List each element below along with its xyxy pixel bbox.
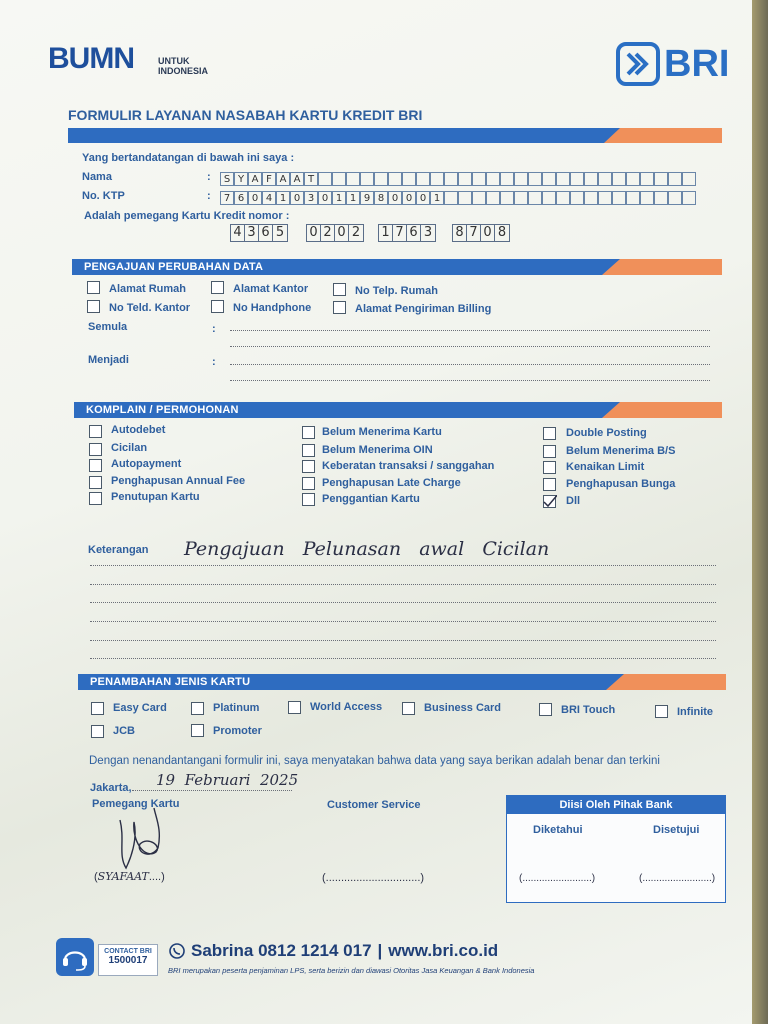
opt-promoter-label: Promoter — [213, 725, 262, 737]
ktp-char-box: 9 — [360, 191, 374, 205]
card-digit: 2 — [351, 225, 361, 240]
contact-label: CONTACT BRI — [104, 948, 152, 955]
website-link[interactable]: www.bri.co.id — [388, 941, 499, 960]
card-digit: 0 — [307, 225, 321, 241]
bank-box-header: Diisi Oleh Pihak Bank — [507, 796, 725, 814]
holder-name: SYAFAAT — [97, 870, 149, 883]
nama-char-box: F — [262, 172, 276, 186]
ktp-char-box: 3 — [304, 191, 318, 205]
ktp-char-box: 1 — [276, 191, 290, 205]
nama-input[interactable] — [220, 172, 696, 186]
place-label: Jakarta, — [90, 782, 132, 794]
menjadi-colon: : — [212, 356, 216, 368]
opt-easy-card-label: Easy Card — [113, 702, 167, 714]
declaration-text: Dengan nenandantangani formulir ini, saya menyatakan bahwa data yang saya berikan adalah benar dan terkini — [89, 755, 660, 767]
section-title-kartu: PENAMBAHAN JENIS KARTU — [90, 676, 251, 688]
nama-char-box: Y — [234, 172, 248, 186]
section-bar-komplain — [74, 402, 722, 418]
card-number-group — [378, 224, 436, 242]
ktp-char-box: 1 — [430, 191, 444, 205]
nama-char-box — [486, 172, 500, 186]
ktp-char-box: 0 — [318, 191, 332, 205]
semula-label: Semula — [88, 321, 128, 333]
opt-autopayment-label: Autopayment — [111, 458, 182, 470]
ktp-char-box: 0 — [290, 191, 304, 205]
nama-char-box — [612, 172, 626, 186]
card-digit: 1 — [379, 225, 393, 241]
ktp-char-box — [542, 191, 556, 205]
keterangan-line-5[interactable] — [90, 640, 716, 641]
card-digit: 6 — [407, 225, 421, 241]
opt-no-telp-rumah-checkbox[interactable] — [333, 283, 346, 296]
opt-no-teld-kantor-checkbox[interactable] — [87, 300, 100, 313]
opt-easy-card-checkbox[interactable] — [91, 702, 104, 715]
opt-no-handphone-checkbox[interactable] — [211, 300, 224, 313]
ktp-char-box — [626, 191, 640, 205]
keterangan-line-1[interactable] — [90, 565, 716, 566]
opt-platinum-checkbox[interactable] — [191, 702, 204, 715]
card-digit: 3 — [245, 225, 259, 241]
intro-text: Yang bertandatangan di bawah ini saya : — [82, 152, 295, 164]
nama-char-box — [402, 172, 416, 186]
nama-char-box: A — [248, 172, 262, 186]
ktp-char-box — [444, 191, 458, 205]
bumn-subtitle: UNTUK INDONESIA — [158, 56, 209, 76]
semula-colon: : — [212, 323, 216, 335]
ktp-char-box: 0 — [402, 191, 416, 205]
nama-char-box — [542, 172, 556, 186]
card-digit: 0 — [481, 225, 495, 241]
card-number-group — [452, 224, 510, 242]
ktp-char-box: 8 — [374, 191, 388, 205]
ktp-char-box: 0 — [416, 191, 430, 205]
page-edge — [752, 0, 768, 1024]
nama-char-box: T — [304, 172, 318, 186]
ktp-char-box — [682, 191, 696, 205]
nama-char-box: A — [290, 172, 304, 186]
section-bar-data — [72, 259, 722, 275]
nama-char-box — [640, 172, 654, 186]
opt-jcb-label: JCB — [113, 725, 136, 737]
opt-penggantian-kartu-label: Penggantian Kartu — [322, 493, 420, 505]
ktp-char-box — [570, 191, 584, 205]
ktp-char-box — [640, 191, 654, 205]
section-title-data: PENGAJUAN PERUBAHAN DATA — [84, 261, 264, 273]
footer-separator: | — [377, 941, 383, 960]
opt-infinite-label: Infinite — [677, 706, 714, 718]
card-digit: 6 — [259, 225, 273, 241]
card-digit: 8 — [497, 225, 507, 240]
opt-kenaikan-limit-checkbox[interactable] — [543, 461, 556, 474]
opt-keberatan-transaksi-sanggahan-label: Keberatan transaksi / sanggahan — [322, 460, 495, 472]
disetujui-label: Disetujui — [653, 824, 700, 836]
footer-contact-line — [168, 941, 498, 961]
opt-no-telp-rumah-label: No Telp. Rumah — [355, 285, 438, 297]
nama-char-box — [388, 172, 402, 186]
nama-char-box — [654, 172, 668, 186]
ktp-char-box — [612, 191, 626, 205]
holder-signature-icon — [100, 800, 190, 880]
contact-box — [98, 944, 158, 976]
opt-alamat-kantor-label: Alamat Kantor — [233, 283, 309, 295]
opt-business-card-checkbox[interactable] — [402, 702, 415, 715]
ktp-input[interactable] — [220, 191, 696, 205]
nama-char-box: S — [220, 172, 234, 186]
nama-char-box: A — [276, 172, 290, 186]
opt-belum-menerima-b-s-label: Belum Menerima B/S — [566, 445, 676, 457]
ktp-char-box: 4 — [262, 191, 276, 205]
nama-char-box — [458, 172, 472, 186]
opt-penutupan-kartu-label: Penutupan Kartu — [111, 491, 200, 503]
contact-number: 1500017 — [108, 955, 148, 966]
opt-penghapusan-annual-fee-label: Penghapusan Annual Fee — [111, 475, 246, 487]
nama-char-box — [318, 172, 332, 186]
ktp-char-box — [668, 191, 682, 205]
card-digit: 0 — [335, 225, 349, 241]
card-digit: 5 — [275, 225, 285, 240]
section-bar-kartu — [78, 674, 726, 690]
bank-box — [506, 795, 726, 903]
ktp-char-box — [654, 191, 668, 205]
nama-char-box — [430, 172, 444, 186]
opt-no-handphone-label: No Handphone — [233, 302, 312, 314]
nama-char-box — [444, 172, 458, 186]
form-title: FORMULIR LAYANAN NASABAH KARTU KREDIT BRI — [68, 107, 423, 123]
cs-sign-line: (...............................) — [322, 872, 425, 884]
keterangan-line-3[interactable] — [90, 602, 716, 603]
nama-char-box — [500, 172, 514, 186]
nama-char-box — [514, 172, 528, 186]
opt-world-access-checkbox[interactable] — [288, 701, 301, 714]
card-number-label: Adalah pemegang Kartu Kredit nomor : — [84, 210, 290, 222]
opt-bri-touch-checkbox[interactable] — [539, 703, 552, 716]
keterangan-value[interactable]: Pengajuan Pelunasan awal Cicilan — [184, 538, 550, 560]
nama-char-box — [668, 172, 682, 186]
opt-penghapusan-bunga-label: Penghapusan Bunga — [566, 478, 676, 490]
card-digit: 2 — [321, 225, 335, 241]
nama-char-box — [570, 172, 584, 186]
opt-platinum-label: Platinum — [213, 702, 260, 714]
card-digit: 8 — [453, 225, 467, 241]
headset-icon — [56, 938, 94, 976]
diketahui-label: Diketahui — [533, 824, 583, 836]
opt-penutupan-kartu-checkbox[interactable] — [89, 492, 102, 505]
ktp-char-box — [528, 191, 542, 205]
checkmark-icon — [543, 495, 557, 509]
nama-char-box — [332, 172, 346, 186]
opt-alamat-pengiriman-billing-checkbox[interactable] — [333, 301, 346, 314]
opt-penghapusan-late-charge-label: Penghapusan Late Charge — [322, 477, 461, 489]
opt-infinite-checkbox[interactable] — [655, 705, 668, 718]
opt-autopayment-checkbox[interactable] — [89, 459, 102, 472]
nama-char-box — [346, 172, 360, 186]
card-number-group — [306, 224, 364, 242]
bumn-logo: BUMN — [48, 42, 134, 75]
ktp-colon: : — [207, 190, 211, 202]
card-digit: 4 — [231, 225, 245, 241]
ktp-char-box — [556, 191, 570, 205]
nama-char-box — [626, 172, 640, 186]
nama-char-box — [374, 172, 388, 186]
date-line — [132, 790, 292, 791]
opt-belum-menerima-kartu-checkbox[interactable] — [302, 426, 315, 439]
nama-char-box — [556, 172, 570, 186]
bri-emblem-icon — [616, 42, 660, 86]
ktp-char-box: 0 — [388, 191, 402, 205]
card-digit: 7 — [393, 225, 407, 241]
cs-label: Customer Service — [327, 799, 421, 811]
nama-char-box — [360, 172, 374, 186]
nama-char-box — [584, 172, 598, 186]
card-digit: 3 — [423, 225, 433, 240]
ktp-char-box: 1 — [346, 191, 360, 205]
opt-penghapusan-late-charge-checkbox[interactable] — [302, 477, 315, 490]
ktp-label: No. KTP — [82, 190, 125, 202]
opt-autodebet-checkbox[interactable] — [89, 425, 102, 438]
opt-autodebet-label: Autodebet — [111, 424, 166, 436]
opt-dll-checkbox[interactable] — [543, 495, 556, 508]
ktp-char-box: 0 — [248, 191, 262, 205]
ktp-char-box — [500, 191, 514, 205]
opt-double-posting-label: Double Posting — [566, 427, 647, 439]
opt-belum-menerima-oin-checkbox[interactable] — [302, 444, 315, 457]
opt-cicilan-label: Cicilan — [111, 442, 148, 454]
keterangan-line-4[interactable] — [90, 621, 716, 622]
ktp-char-box — [486, 191, 500, 205]
opt-cicilan-checkbox[interactable] — [89, 443, 102, 456]
nama-colon: : — [207, 171, 211, 183]
sabrina-contact[interactable]: Sabrina 0812 1214 017 — [191, 941, 372, 960]
opt-penghapusan-bunga-checkbox[interactable] — [543, 478, 556, 491]
opt-no-teld-kantor-label: No Teld. Kantor — [109, 302, 191, 314]
semula-line-1[interactable] — [230, 330, 710, 331]
opt-jcb-checkbox[interactable] — [91, 725, 104, 738]
ktp-char-box: 1 — [332, 191, 346, 205]
opt-alamat-rumah-label: Alamat Rumah — [109, 283, 187, 295]
menjadi-line-2[interactable] — [230, 380, 710, 381]
keterangan-label: Keterangan — [88, 544, 149, 556]
bri-logo: BRI — [616, 42, 729, 86]
disetujui-sign: (.........................) — [639, 873, 716, 884]
opt-double-posting-checkbox[interactable] — [543, 427, 556, 440]
nama-char-box — [472, 172, 486, 186]
ktp-char-box — [458, 191, 472, 205]
nama-label: Nama — [82, 171, 112, 183]
opt-penghapusan-annual-fee-checkbox[interactable] — [89, 476, 102, 489]
title-bar — [68, 128, 722, 143]
opt-belum-menerima-oin-label: Belum Menerima OIN — [322, 444, 433, 456]
menjadi-label: Menjadi — [88, 354, 129, 366]
ktp-char-box — [584, 191, 598, 205]
ktp-char-box — [598, 191, 612, 205]
ktp-char-box — [472, 191, 486, 205]
opt-world-access-label: World Access — [310, 701, 383, 713]
opt-keberatan-transaksi-sanggahan-checkbox[interactable] — [302, 460, 315, 473]
nama-char-box — [598, 172, 612, 186]
opt-kenaikan-limit-label: Kenaikan Limit — [566, 461, 645, 473]
opt-belum-menerima-b-s-checkbox[interactable] — [543, 445, 556, 458]
footer-disclaimer: BRI merupakan peserta penjaminan LPS, serta berizin dan diawasi Otoritas Jasa Keuangan & Bank Indonesia — [168, 966, 535, 975]
holder-sign-line: (SYAFAAT....) — [94, 870, 165, 883]
opt-business-card-label: Business Card — [424, 702, 502, 714]
card-number-input[interactable] — [230, 224, 520, 242]
menjadi-line-1[interactable] — [230, 364, 710, 365]
ktp-char-box: 7 — [220, 191, 234, 205]
whatsapp-icon — [168, 942, 186, 960]
holder-label: Pemegang Kartu — [92, 798, 180, 810]
section-title-komplain: KOMPLAIN / PERMOHONAN — [86, 404, 239, 416]
ktp-char-box: 6 — [234, 191, 248, 205]
opt-alamat-rumah-checkbox[interactable] — [87, 281, 100, 294]
holder-sign-close: ) — [161, 871, 165, 883]
opt-dll-label: Dll — [566, 495, 581, 507]
opt-alamat-kantor-checkbox[interactable] — [211, 281, 224, 294]
keterangan-line-6[interactable] — [90, 658, 716, 659]
semula-line-2[interactable] — [230, 346, 710, 347]
diketahui-sign: (.........................) — [519, 873, 596, 884]
holder-sign-open: ( — [94, 871, 98, 883]
opt-promoter-checkbox[interactable] — [191, 724, 204, 737]
date-value[interactable]: 19 Februari 2025 — [156, 771, 299, 789]
nama-char-box — [682, 172, 696, 186]
nama-char-box — [416, 172, 430, 186]
opt-alamat-pengiriman-billing-label: Alamat Pengiriman Billing — [355, 303, 492, 315]
card-number-group — [230, 224, 288, 242]
nama-char-box — [528, 172, 542, 186]
card-digit: 7 — [467, 225, 481, 241]
opt-penggantian-kartu-checkbox[interactable] — [302, 493, 315, 506]
ktp-char-box — [514, 191, 528, 205]
headset-badge — [56, 938, 94, 976]
opt-bri-touch-label: BRI Touch — [561, 704, 616, 716]
opt-belum-menerima-kartu-label: Belum Menerima Kartu — [322, 426, 442, 438]
keterangan-line-2[interactable] — [90, 584, 716, 585]
